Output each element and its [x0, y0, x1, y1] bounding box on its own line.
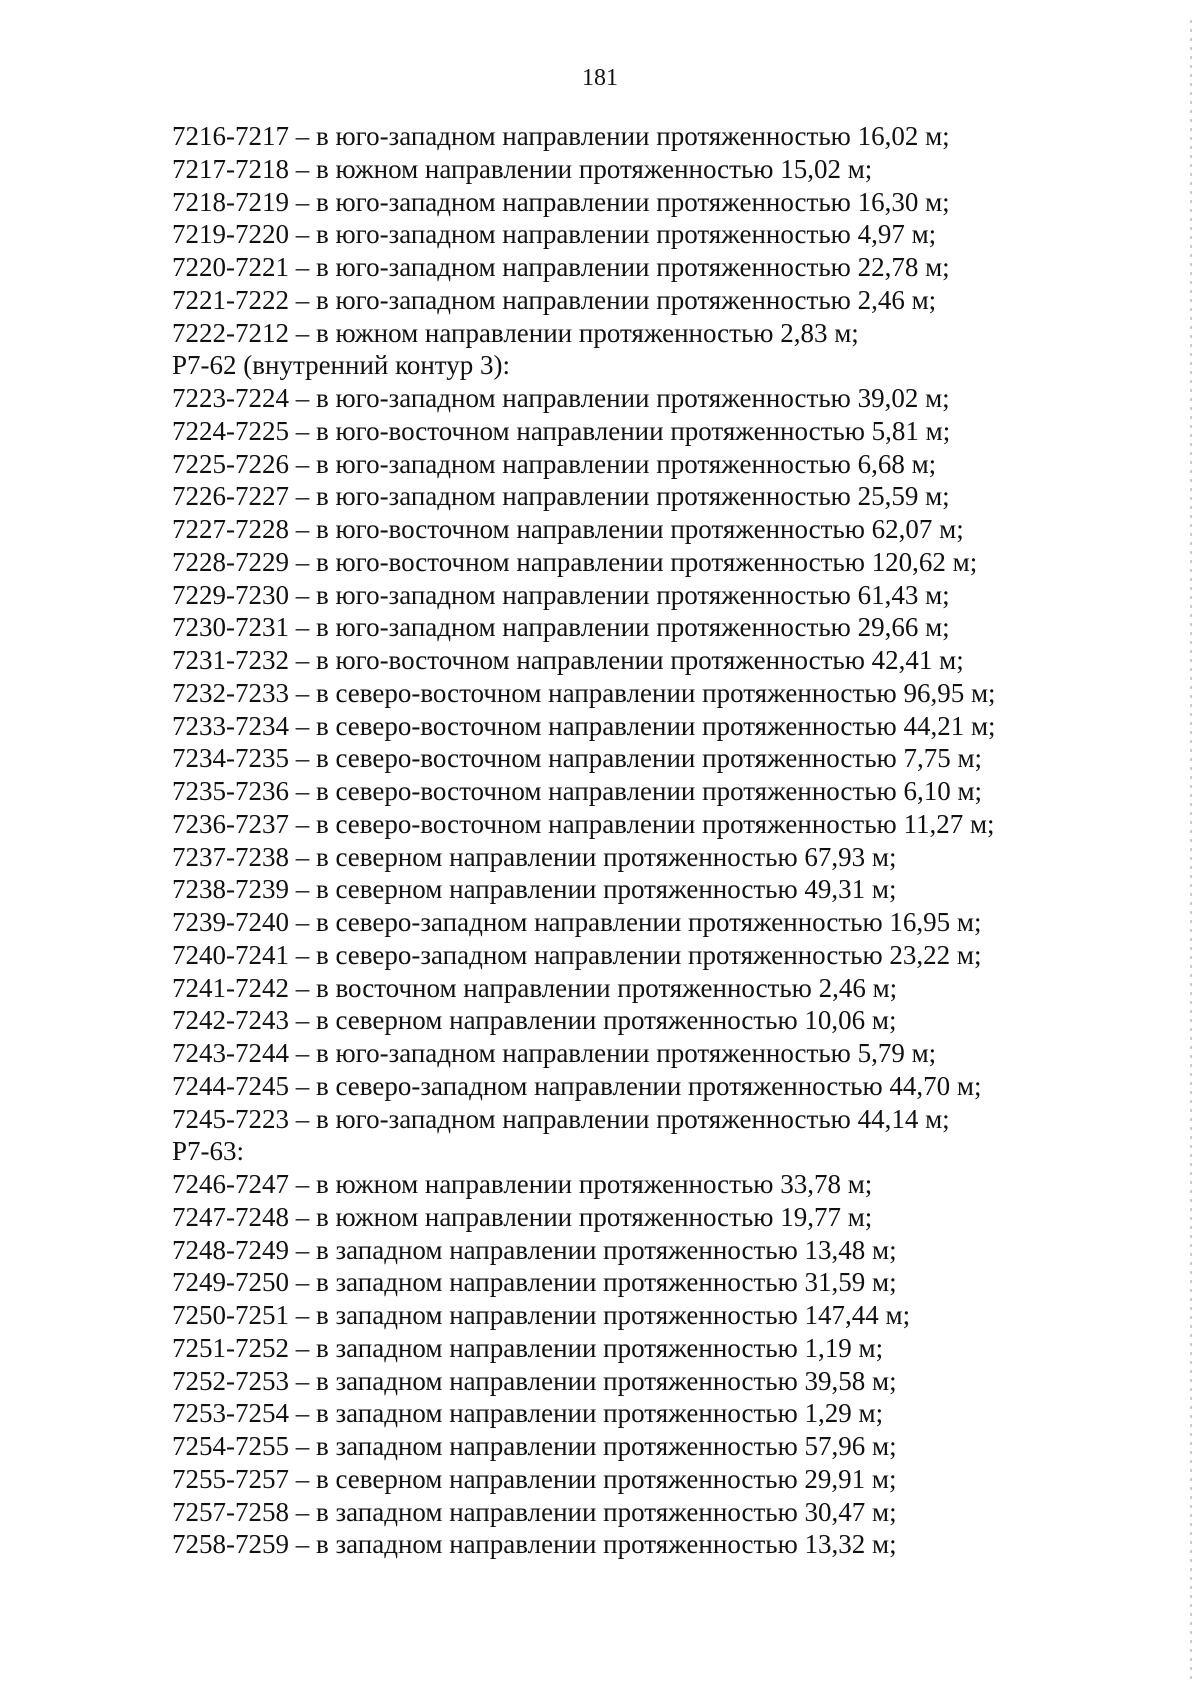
- text-line: 7240-7241 – в северо-западном направлении протяженностью 23,22 м;: [172, 939, 982, 970]
- text-line: 7243-7244 – в юго-западном направлении протяженностью 5,79 м;: [172, 1038, 937, 1068]
- text-line: 7257-7258 – в западном направлении протяженностью 30,47 м;: [172, 1496, 897, 1527]
- text-line: 7245-7223 – в юго-западном направлении протяженностью 44,14 м;: [172, 1103, 950, 1134]
- text-line: 7244-7245 – в северо-западном направлении протяженностью 44,70 м;: [172, 1070, 982, 1101]
- text-line: 7220-7221 – в юго-западном направлении протяженностью 22,78 м;: [172, 252, 950, 282]
- text-line: 7242-7243 – в северном направлении протяженностью 10,06 м;: [172, 1005, 897, 1036]
- text-line: 7219-7220 – в юго-западном направлении протяженностью 4,97 м;: [172, 219, 937, 250]
- text-line: 7239-7240 – в северо-западном направлении протяженностью 16,95 м;: [172, 907, 982, 937]
- text-line: 7223-7224 – в юго-западном направлении протяженностью 39,02 м;: [172, 383, 950, 413]
- text-line: Р7-63:: [172, 1136, 245, 1167]
- text-line: 7233-7234 – в северо-восточном направлении протяженностью 44,21 м;: [172, 710, 996, 741]
- text-line: 7253-7254 – в западном направлении протяженностью 1,29 м;: [172, 1398, 884, 1429]
- text-line: 7222-7212 – в южном направлении протяженностью 2,83 м;: [172, 317, 859, 348]
- text-line: 7221-7222 – в юго-западном направлении протяженностью 2,46 м;: [172, 284, 937, 315]
- scan-edge-artifact: [1190, 20, 1192, 1680]
- text-line: 7247-7248 – в южном направлении протяженностью 19,77 м;: [172, 1201, 873, 1232]
- text-line: 7227-7228 – в юго-восточном направлении протяженностью 62,07 м;: [172, 514, 964, 544]
- text-line: 7232-7233 – в северо-восточном направлении протяженностью 96,95 м;: [172, 677, 996, 708]
- text-line: 7241-7242 – в восточном направлении протяженностью 2,46 м;: [172, 972, 898, 1003]
- text-line: Р7-62 (внутренний контур 3):: [172, 350, 510, 381]
- page-number: 181: [582, 65, 618, 91]
- text-line: 7258-7259 – в западном направлении протяженностью 13,32 м;: [172, 1529, 897, 1560]
- text-line: 7224-7225 – в юго-восточном направлении протяженностью 5,81 м;: [172, 415, 951, 446]
- text-line: 7225-7226 – в юго-западном направлении протяженностью 6,68 м;: [172, 448, 937, 479]
- text-line: 7234-7235 – в северо-восточном направлении протяженностью 7,75 м;: [172, 743, 983, 774]
- text-line: 7246-7247 – в южном направлении протяженностью 33,78 м;: [172, 1169, 873, 1199]
- text-line: 7255-7257 – в северном направлении протяженностью 29,91 м;: [172, 1463, 897, 1494]
- text-line: 7226-7227 – в юго-западном направлении протяженностью 25,59 м;: [172, 481, 950, 512]
- text-line: 7252-7253 – в западном направлении протяженностью 39,58 м;: [172, 1365, 897, 1396]
- text-line: 7216-7217 – в юго-западном направлении протяженностью 16,02 м;: [172, 121, 950, 151]
- text-line: 7218-7219 – в юго-западном направлении протяженностью 16,30 м;: [172, 186, 950, 217]
- text-line: 7248-7249 – в западном направлении протяженностью 13,48 м;: [172, 1234, 897, 1265]
- text-line: 7238-7239 – в северном направлении протяженностью 49,31 м;: [172, 874, 897, 905]
- text-line: 7236-7237 – в северо-восточном направлении протяженностью 11,27 м;: [172, 808, 995, 839]
- text-line: 7228-7229 – в юго-восточном направлении протяженностью 120,62 м;: [172, 546, 978, 577]
- text-line: 7250-7251 – в западном направлении протяженностью 147,44 м;: [172, 1300, 911, 1330]
- text-line: 7254-7255 – в западном направлении протяженностью 57,96 м;: [172, 1431, 897, 1461]
- text-line: 7217-7218 – в южном направлении протяженностью 15,02 м;: [172, 153, 873, 184]
- text-line: 7249-7250 – в западном направлении протяженностью 31,59 м;: [172, 1267, 897, 1298]
- text-line: 7229-7230 – в юго-западном направлении протяженностью 61,43 м;: [172, 579, 950, 610]
- text-line: 7235-7236 – в северо-восточном направлении протяженностью 6,10 м;: [172, 776, 983, 806]
- text-line: 7231-7232 – в юго-восточном направлении протяженностью 42,41 м;: [172, 645, 964, 675]
- text-line: 7251-7252 – в западном направлении протяженностью 1,19 м;: [172, 1332, 884, 1363]
- text-line: 7230-7231 – в юго-западном направлении протяженностью 29,66 м;: [172, 612, 950, 643]
- text-line: 7237-7238 – в северном направлении протяженностью 67,93 м;: [172, 841, 897, 872]
